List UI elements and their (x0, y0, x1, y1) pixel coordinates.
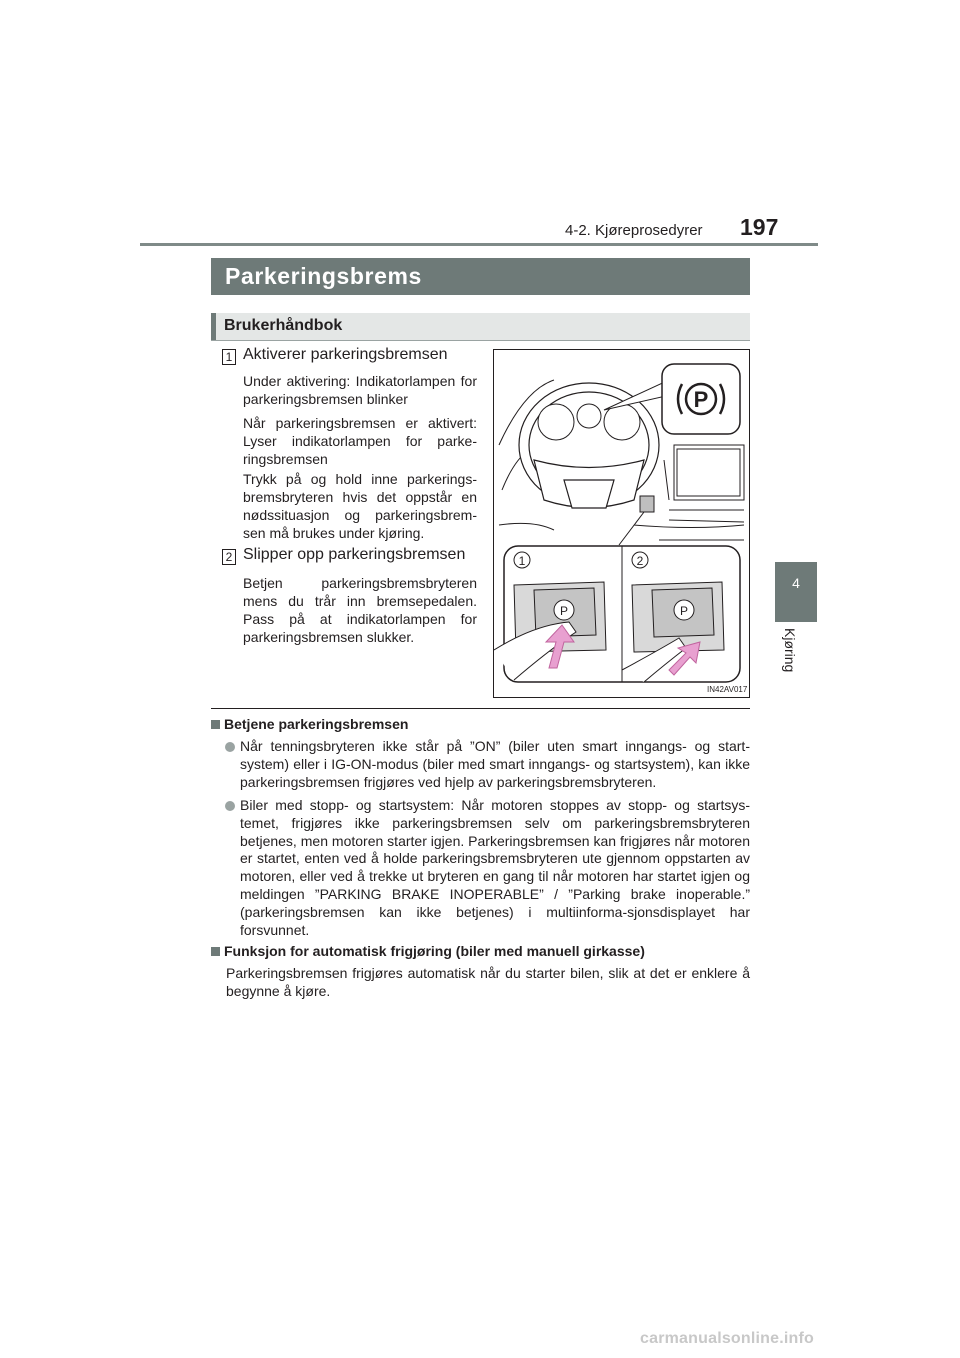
item-2-heading: Slipper opp parkeringsbremsen (243, 546, 466, 563)
switch-symbol-left: P (559, 604, 569, 618)
section-2-text: Parkeringsbremsen frigjøres automatisk når du starter bilen, slik at det er enklere å begynne å kjøre. (226, 965, 750, 999)
bullet-text-1: Når tenningsbryteren ikke står på ”ON” (biler uten smart inngangs- og start-system) eller i IG-ON-modus (biler med smart inngangs- og startsystem), kan ikke parkeringsbremsen frigjøres ved hjelp av parkeringsbremsbryteren. (240, 738, 750, 790)
chapter-label: Kjøring (782, 628, 798, 673)
heading-square-icon (211, 720, 220, 729)
illustration-drawing (494, 350, 749, 697)
section-title: Parkeringsbrems (225, 263, 422, 289)
bullet-text-2: Biler med stopp- og startsystem: Når motoren stoppes av stopp- og startsys-temet, frigjøres ikke parkeringsbremsen selv om parkeringsbremsbryteren betjenes, men motoren starter igjen. Parkeringsbremsen kan frigjøres når motoren er startet, enten ved å holde parkeringsbremsbryteren ute gjennom oppstarten av motoren, eller ved å trekke ut bryteren en gang til når motoren har startet igjen og meldingen ”PARKING BRAKE INOPERABLE” / ”Parking brake inoperable.” (parkeringsbremsen kan ikke betjenes) i multiinforma-sjonsdisplayet har forsvunnet. (240, 797, 750, 938)
parking-brake-illustration (493, 349, 750, 698)
panel-label-2: 2 (636, 554, 644, 568)
item-1-paragraph-3: Trykk på og hold inne parkerings-bremsbryteren hvis det oppstår en nødssituasjon og parkeringsbrem-sen må brukes under kjøring. (243, 471, 477, 541)
section-rule (211, 708, 750, 709)
chapter-number: 4 (792, 575, 800, 591)
subsection-rule (211, 340, 750, 341)
header-rule (140, 243, 818, 246)
running-header-section: 4-2. Kjøreprosedyrer (565, 222, 703, 239)
page-number: 197 (740, 214, 779, 240)
parking-brake-switch-location (640, 496, 654, 512)
bullet-icon (225, 801, 235, 811)
section-heading-2 (211, 943, 645, 959)
chapter-label-container (784, 628, 804, 688)
chapter-tab (775, 562, 817, 622)
item-2-paragraph-1: Betjen parkeringsbremsbryteren mens du trår inn bremsepedalen. Pass på at indikatorlampen for parkeringsbremsen slukker. (243, 575, 477, 645)
heading-square-icon (211, 947, 220, 956)
section-title-bar (211, 258, 750, 295)
switch-symbol-right: P (679, 604, 689, 618)
section-heading-1-text: Betjene parkeringsbremsen (224, 716, 409, 732)
panel-label-1: 1 (518, 554, 526, 568)
watermark: carmanualsonline.info (640, 1330, 815, 1347)
item-1-number: 1 (222, 349, 236, 365)
indicator-symbol: P (693, 387, 709, 412)
bullet-icon (225, 742, 235, 752)
subsection-bar (211, 313, 750, 340)
item-1-heading: Aktiverer parkeringsbremsen (243, 346, 448, 363)
section-heading-1 (211, 716, 408, 732)
item-1-paragraph-1: Under aktivering: Indikatorlampen for parkeringsbremsen blinker (243, 373, 477, 407)
subsection-accent (211, 313, 216, 340)
section-heading-2-text: Funksjon for automatisk frigjøring (biler med manuell girkasse) (224, 943, 645, 959)
figure-code: IN42AV017 (707, 685, 748, 694)
item-2-number: 2 (222, 549, 236, 565)
item-1-paragraph-2: Når parkeringsbremsen er aktivert: Lyser indikatorlampen for parke-ringsbremsen (243, 415, 477, 467)
subsection-title: Brukerhåndbok (224, 317, 343, 334)
